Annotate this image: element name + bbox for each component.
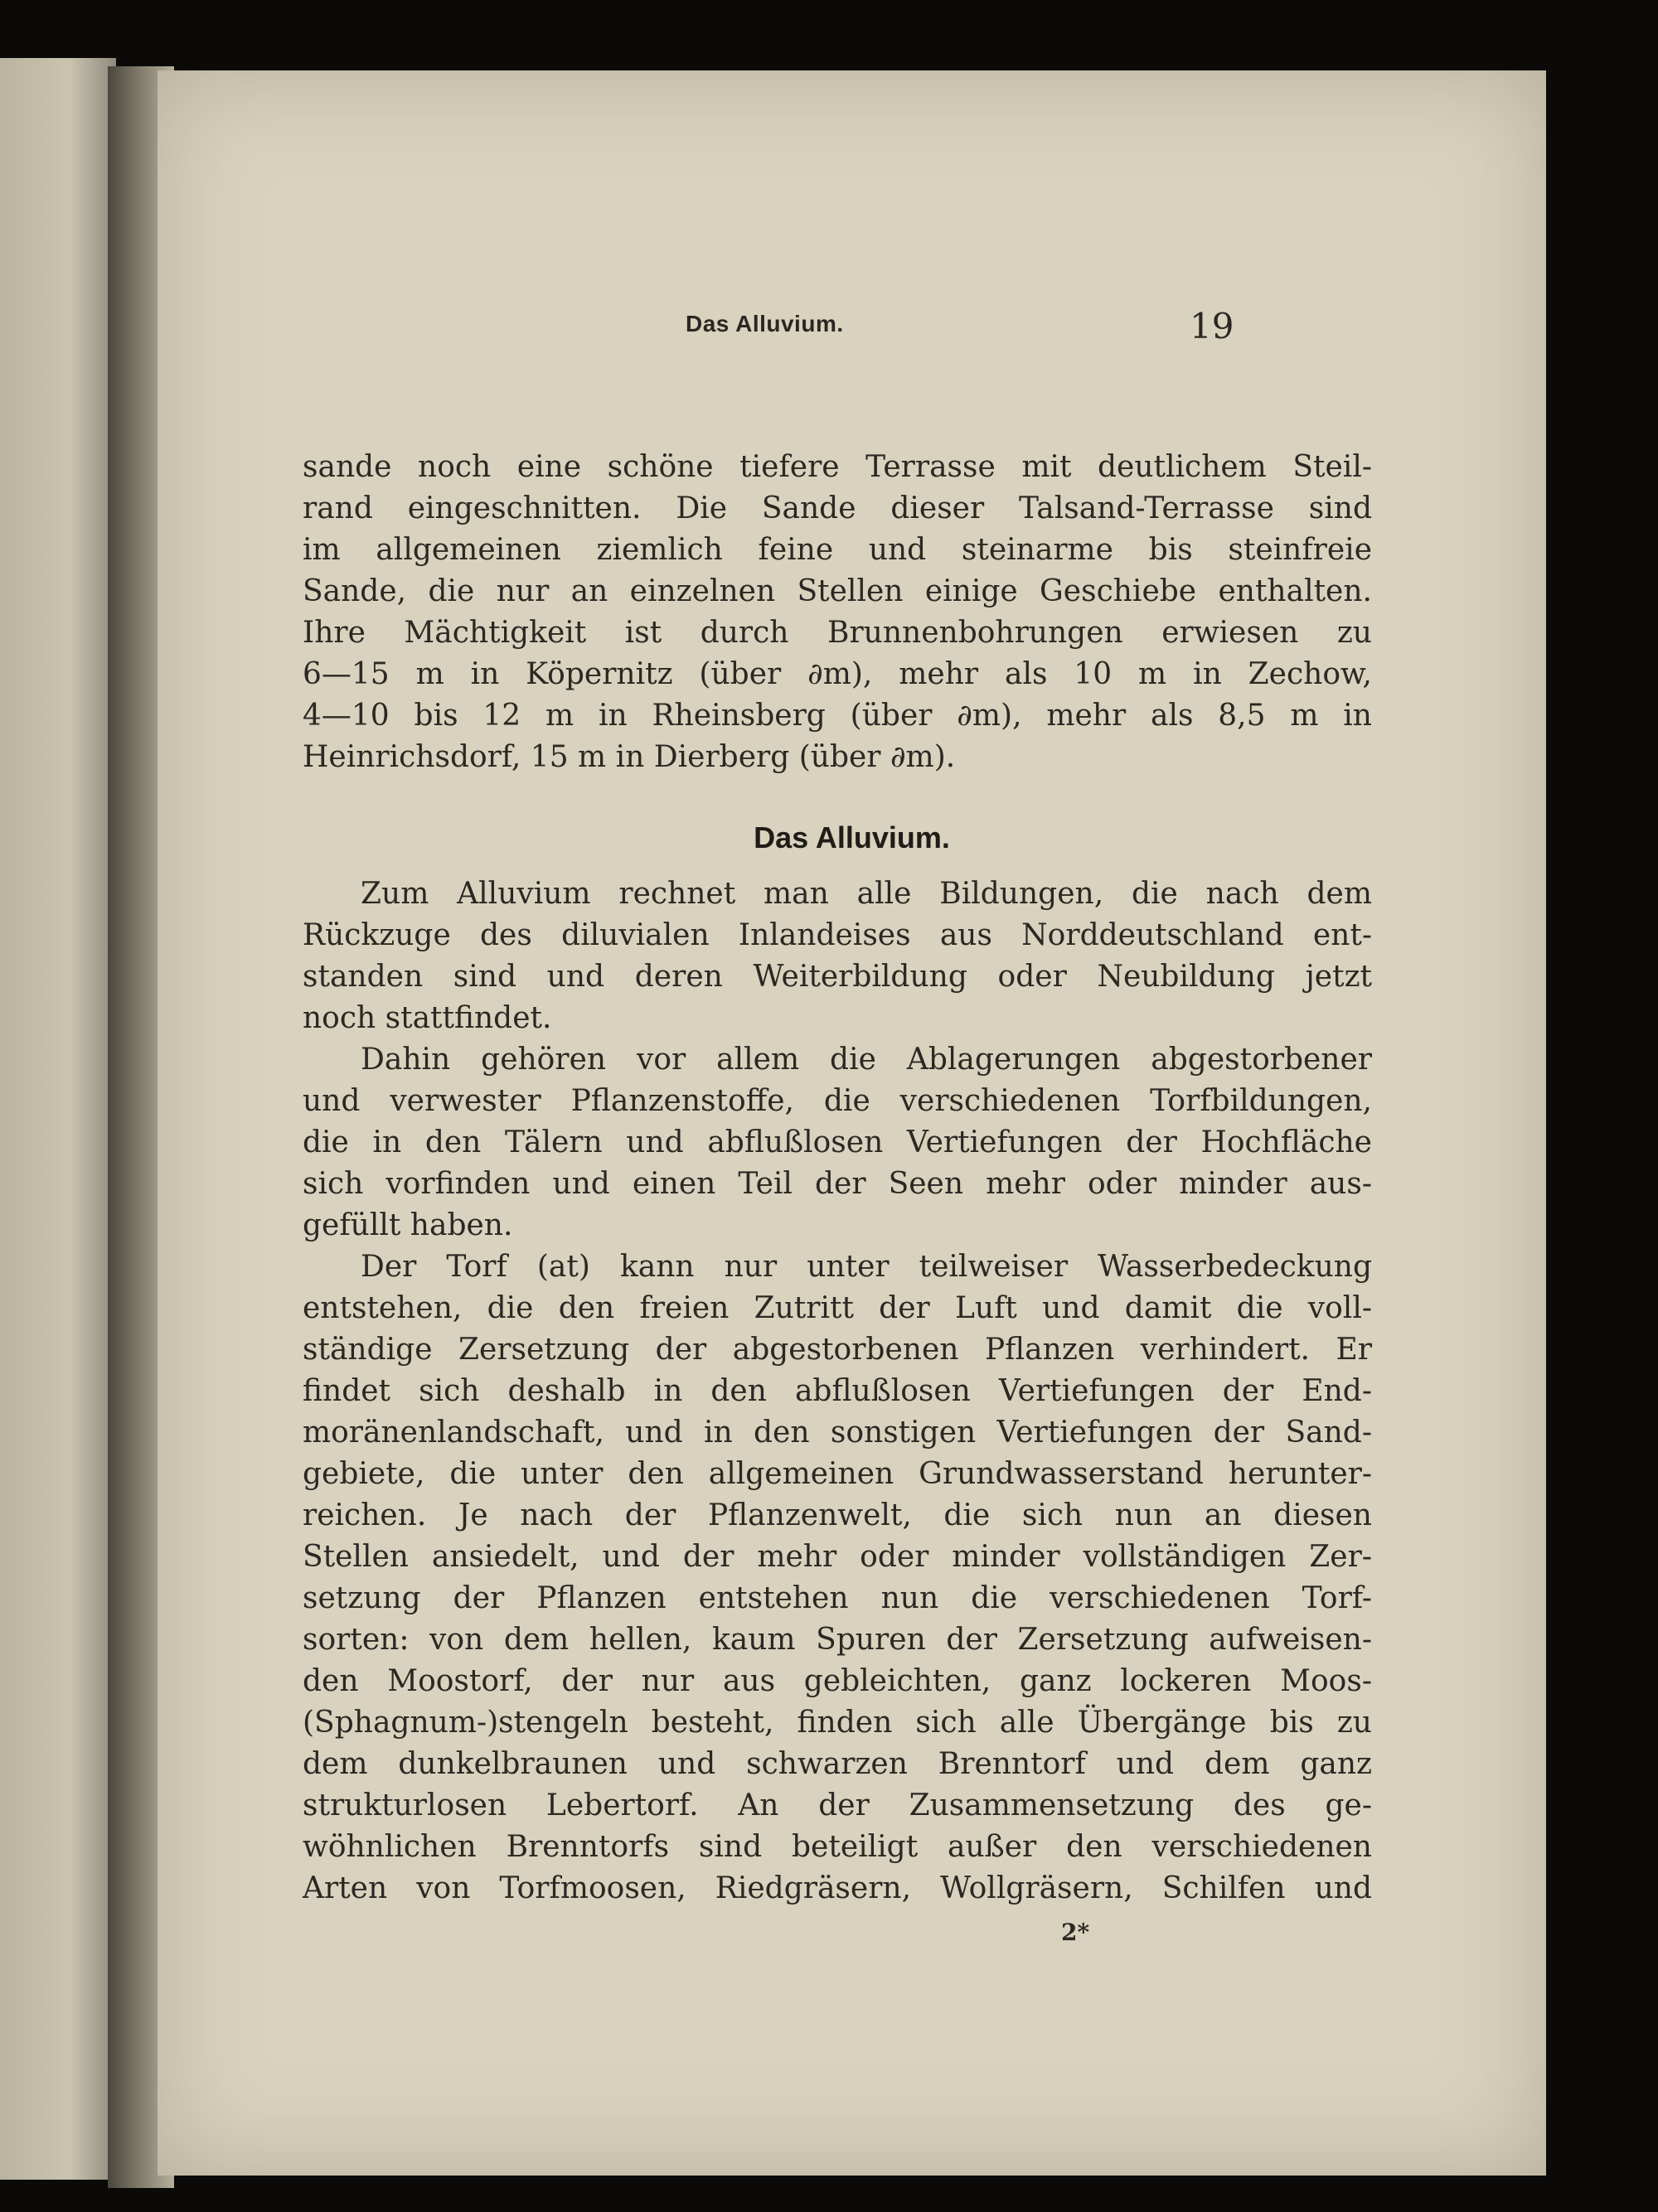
facing-page-edge <box>0 58 116 2180</box>
text-line: Arten von Torfmoosen, Riedgräsern, Wollgräsern, Schilfen und <box>303 1871 1372 1905</box>
text-line: sorten: von dem hellen, kaum Spuren der Zersetzung aufweisen- <box>303 1623 1372 1657</box>
page-number: 19 <box>1190 306 1234 346</box>
text-line: Sande, die nur an einzelnen Stellen einige Geschiebe enthalten. <box>303 574 1372 608</box>
text-line: entstehen, die den freien Zutritt der Luft und damit die voll- <box>303 1291 1372 1325</box>
text-line: Ihre Mächtigkeit ist durch Brunnenbohrungen erwiesen zu <box>303 616 1372 650</box>
text-line: 6—15 m in Köpernitz (über ∂m), mehr als 10 m in Zechow, <box>303 657 1372 691</box>
section-heading: Das Alluvium. <box>754 820 950 854</box>
text-line: Dahin gehören vor allem die Ablagerungen abgestorbener <box>361 1043 1372 1077</box>
text-line: gefüllt haben. <box>303 1208 513 1242</box>
running-head <box>158 306 1546 361</box>
text-line: Zum Alluvium rechnet man alle Bildungen, die nach dem <box>361 877 1372 911</box>
text-line: findet sich deshalb in den abflußlosen Vertiefungen der End- <box>303 1374 1372 1408</box>
text-line: (Sphagnum-)stengeln besteht, finden sich alle Übergänge bis zu <box>303 1706 1372 1740</box>
text-line: dem dunkelbraunen und schwarzen Brenntorf und dem ganz <box>303 1747 1372 1781</box>
text-line: Stellen ansiedelt, und der mehr oder minder vollständigen Zer- <box>303 1540 1372 1574</box>
text-line: rand eingeschnitten. Die Sande dieser Talsand-Terrasse sind <box>303 491 1372 525</box>
text-line: die in den Tälern und abflußlosen Vertiefungen der Hochfläche <box>303 1125 1372 1159</box>
text-line: ständige Zersetzung der abgestorbenen Pflanzen verhindert. Er <box>303 1333 1372 1367</box>
text-line: Der Torf (at) kann nur unter teilweiser Wasserbedeckung <box>361 1250 1372 1284</box>
text-line: den Moostorf, der nur aus gebleichten, ganz lockeren Moos- <box>303 1664 1372 1698</box>
text-line: standen sind und deren Weiterbildung oder Neubildung jetzt <box>303 960 1372 994</box>
text-line: Heinrichsdorf, 15 m in Dierberg (über ∂m). <box>303 740 956 774</box>
text-line: 4—10 bis 12 m in Rheinsberg (über ∂m), mehr als 8,5 m in <box>303 699 1372 733</box>
text-line: und verwester Pflanzenstoffe, die verschiedenen Torfbildungen, <box>303 1084 1372 1118</box>
signature-mark: 2* <box>1061 1919 1090 1946</box>
text-line: sande noch eine schöne tiefere Terrasse mit deutlichem Steil- <box>303 450 1372 484</box>
text-line: moränenlandschaft, und in den sonstigen Vertiefungen der Sand- <box>303 1416 1372 1450</box>
text-line: setzung der Pflanzen entstehen nun die verschiedenen Torf- <box>303 1581 1372 1615</box>
text-line: gebiete, die unter den allgemeinen Grundwasserstand herunter- <box>303 1457 1372 1491</box>
text-line: Rückzuge des diluvialen Inlandeises aus Norddeutschland ent- <box>303 918 1372 952</box>
page <box>158 70 1546 2176</box>
text-line: wöhnlichen Brenntorfs sind beteiligt außer den verschiedenen <box>303 1830 1372 1864</box>
text-line: noch stattfindet. <box>303 1001 552 1035</box>
running-head-title: Das Alluvium. <box>686 311 844 336</box>
text-line: im allgemeinen ziemlich feine und steinarme bis steinfreie <box>303 533 1372 567</box>
text-line: reichen. Je nach der Pflanzenwelt, die sich nun an diesen <box>303 1498 1372 1532</box>
text-line: strukturlosen Lebertorf. An der Zusammensetzung des ge- <box>303 1788 1372 1822</box>
text-line: sich vorfinden und einen Teil der Seen mehr oder minder aus- <box>303 1167 1372 1201</box>
